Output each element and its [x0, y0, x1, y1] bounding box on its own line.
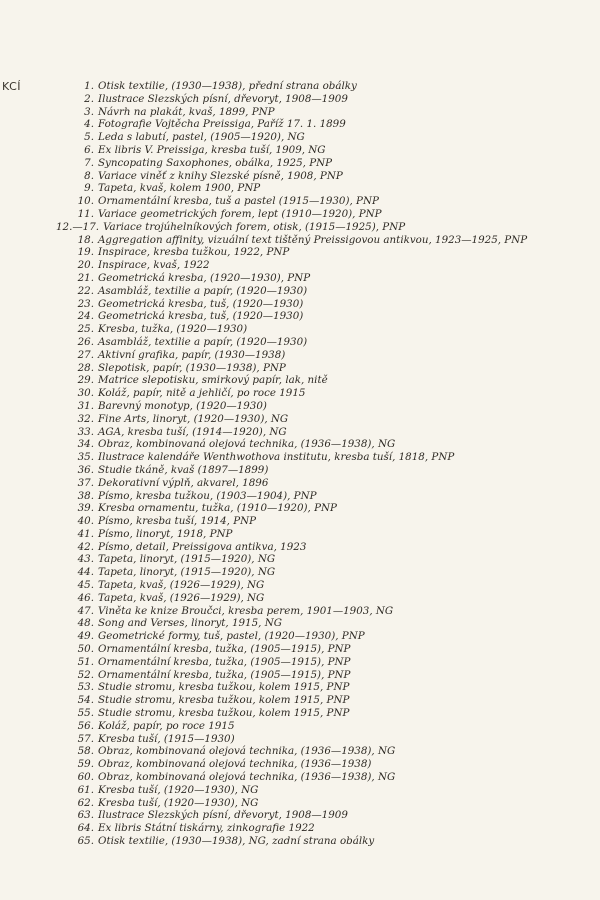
section-label: KCÍ	[2, 80, 22, 93]
item-caption: Geometrické formy, tuš, pastel, (1920—1930), PNP	[98, 630, 365, 643]
item-number: 5.	[84, 131, 94, 144]
item-caption: Tapeta, kvaš, (1926—1929), NG	[98, 579, 265, 592]
list-item	[72, 170, 600, 183]
item-caption: Inspirace, kvaš, 1922	[98, 259, 210, 272]
item-number: 51.	[77, 655, 94, 668]
item-caption: Studie stromu, kresba tužkou, kolem 1915, PNP	[98, 681, 350, 694]
list-item	[72, 809, 600, 822]
list-item	[72, 144, 600, 157]
list-item	[72, 157, 600, 170]
item-number: 23.	[77, 297, 94, 310]
item-number: 20.	[77, 259, 94, 272]
item-number: 61.	[77, 783, 94, 796]
item-caption: AGA, kresba tuší, (1914—1920), NG	[98, 425, 287, 438]
item-caption: Aggregation affinity, vizuální text tištěný Preissigovou antikvou, 1923—1925, PNP	[98, 233, 528, 246]
item-number: 25.	[77, 323, 94, 336]
list-item	[72, 694, 600, 707]
list-item	[72, 413, 600, 426]
item-number: 1.	[84, 80, 94, 92]
list-item	[72, 93, 600, 106]
list-item	[72, 822, 600, 835]
item-number: 21.	[77, 271, 94, 284]
item-number: 42.	[77, 540, 94, 553]
item-number: 38.	[77, 489, 94, 502]
list-item	[72, 733, 600, 746]
item-caption: Ilustrace kalendáře Wenthwothova institutu, kresba tuší, 1818, PNP	[98, 451, 455, 464]
item-number: 12.—17.	[56, 220, 100, 233]
item-caption: Slepotisk, papír, (1930—1938), PNP	[98, 361, 286, 374]
item-number: 41.	[77, 527, 94, 540]
item-caption: Ornamentální kresba, tužka, (1905—1915), PNP	[98, 643, 351, 656]
item-number: 30.	[77, 387, 94, 400]
list-item	[72, 605, 600, 618]
item-caption: Písmo, linoryt, 1918, PNP	[98, 527, 233, 540]
item-caption: Tapeta, kvaš, kolem 1900, PNP	[98, 182, 261, 195]
item-caption: Geometrická kresba, tuš, (1920—1930)	[98, 310, 304, 323]
item-number: 27.	[77, 348, 94, 361]
item-number: 39.	[77, 502, 94, 515]
item-caption: Asambláž, textilie a papír, (1920—1930)	[98, 284, 308, 297]
item-number: 54.	[77, 694, 94, 707]
item-number: 45.	[77, 579, 94, 592]
item-caption: Asambláž, textilie a papír, (1920—1930)	[98, 335, 308, 348]
item-caption: Variace geometrických forem, lept (1910—1920), PNP	[98, 207, 382, 220]
list-item	[72, 323, 600, 336]
list-item	[72, 374, 600, 387]
item-number: 22.	[77, 284, 94, 297]
item-number: 7.	[84, 156, 94, 169]
item-number: 34.	[77, 438, 94, 451]
list-item	[72, 298, 600, 311]
item-number: 59.	[77, 758, 94, 771]
item-number: 47.	[77, 604, 94, 617]
item-number: 11.	[77, 207, 94, 220]
item-number: 32.	[77, 412, 94, 425]
item-caption: Barevný monotyp, (1920—1930)	[98, 399, 267, 412]
item-caption: Ornamentální kresba, tuš a pastel (1915—1930), PNP	[98, 195, 379, 208]
list-item	[56, 220, 600, 234]
item-caption: Kresba tuší, (1920—1930), NG	[98, 783, 259, 796]
item-caption: Otisk textilie, (1930—1938), NG, zadní strana obálky	[98, 835, 375, 848]
item-number: 62.	[77, 796, 94, 809]
list-item	[72, 784, 600, 797]
item-caption: Leda s labutí, pastel, (1905—1920), NG	[98, 131, 305, 144]
item-number: 49.	[77, 630, 94, 643]
list-item	[72, 656, 600, 669]
item-number: 43.	[77, 553, 94, 566]
item-caption: Ex libris Státní tiskárny, zinkografie 1922	[98, 822, 315, 835]
item-number: 10.	[77, 195, 94, 208]
list-item	[72, 272, 600, 285]
list-item	[72, 387, 600, 400]
item-caption: Variace trojúhelníkových forem, otisk, (1915—1925), PNP	[103, 220, 406, 233]
list-item	[72, 553, 600, 566]
item-caption: Ornamentální kresba, tužka, (1905—1915), PNP	[98, 655, 351, 668]
item-caption: Návrh na plakát, kvaš, 1899, PNP	[98, 105, 275, 118]
list-item	[72, 490, 600, 503]
item-number: 44.	[77, 566, 94, 579]
list-item	[72, 528, 600, 541]
item-number: 33.	[77, 425, 94, 438]
item-caption: Kresba tuší, (1920—1930), NG	[98, 796, 259, 809]
list-item	[72, 464, 600, 477]
list-item	[72, 592, 600, 605]
list-item	[72, 771, 600, 784]
list-item	[72, 80, 600, 93]
item-caption: Dekorativní výplň, akvarel, 1896	[98, 476, 269, 489]
list-item	[72, 246, 600, 259]
item-caption: Studie tkáně, kvaš (1897—1899)	[98, 463, 269, 476]
list-item	[72, 400, 600, 413]
list-item	[72, 515, 600, 528]
list-item	[72, 541, 600, 554]
item-caption: Kresba tuší, (1915—1930)	[98, 732, 235, 745]
item-number: 56.	[77, 719, 94, 732]
item-caption: Kresba ornamentu, tužka, (1910—1920), PNP	[98, 502, 337, 515]
item-caption: Koláž, papír, po roce 1915	[98, 719, 235, 732]
item-caption: Tapeta, linoryt, (1915—1920), NG	[98, 553, 276, 566]
item-number: 18.	[77, 233, 94, 246]
item-number: 40.	[77, 515, 94, 528]
item-number: 36.	[77, 463, 94, 476]
item-number: 8.	[84, 169, 94, 182]
list-item	[72, 362, 600, 375]
list-item	[72, 643, 600, 656]
item-number: 63.	[77, 809, 94, 822]
list-item	[72, 797, 600, 810]
list-item	[72, 669, 600, 682]
item-number: 52.	[77, 668, 94, 681]
item-caption: Kresba, tužka, (1920—1930)	[98, 323, 248, 336]
list-item	[72, 745, 600, 758]
item-number: 48.	[77, 617, 94, 630]
list-item	[72, 707, 600, 720]
item-caption: Ilustrace Slezských písní, dřevoryt, 1908—1909	[98, 92, 348, 105]
list-item	[72, 451, 600, 464]
list-item	[72, 259, 600, 272]
list-item	[72, 310, 600, 323]
item-number: 64.	[77, 822, 94, 835]
item-number: 65.	[77, 835, 94, 848]
item-number: 28.	[77, 361, 94, 374]
item-caption: Obraz, kombinovaná olejová technika, (1936—1938)	[98, 758, 372, 771]
item-number: 35.	[77, 451, 94, 464]
item-caption: Fotografie Vojtěcha Preissiga, Paříž 17. 1. 1899	[98, 118, 346, 131]
item-caption: Fine Arts, linoryt, (1920—1930), NG	[98, 412, 289, 425]
list-item	[72, 131, 600, 144]
item-number: 3.	[84, 105, 94, 118]
item-caption: Studie stromu, kresba tužkou, kolem 1915, PNP	[98, 694, 350, 707]
item-number: 46.	[77, 591, 94, 604]
list-item	[72, 349, 600, 362]
item-caption: Syncopating Saxophones, obálka, 1925, PNP	[98, 156, 333, 169]
item-number: 19.	[77, 246, 94, 259]
list-item	[72, 285, 600, 298]
list-item	[72, 336, 600, 349]
item-caption: Obraz, kombinovaná olejová technika, (1936—1938), NG	[98, 771, 396, 784]
item-number: 58.	[77, 745, 94, 758]
item-caption: Ornamentální kresba, tužka, (1905—1915), PNP	[98, 668, 351, 681]
list-item	[72, 195, 600, 208]
item-caption: Viněta ke knize Broučci, kresba perem, 1901—1903, NG	[98, 604, 394, 617]
item-caption: Inspirace, kresba tužkou, 1922, PNP	[98, 246, 290, 259]
item-caption: Písmo, kresba tužkou, (1903—1904), PNP	[98, 489, 317, 502]
item-number: 29.	[77, 374, 94, 387]
list-item	[72, 617, 600, 630]
item-caption: Obraz, kombinovaná olejová technika, (1936—1938), NG	[98, 745, 396, 758]
item-number: 24.	[77, 310, 94, 323]
item-number: 26.	[77, 335, 94, 348]
item-caption: Ilustrace Slezských písní, dřevoryt, 1908—1909	[98, 809, 348, 822]
item-number: 53.	[77, 681, 94, 694]
item-caption: Studie stromu, kresba tužkou, kolem 1915, PNP	[98, 707, 350, 720]
item-caption: Geometrická kresba, (1920—1930), PNP	[98, 271, 311, 284]
list-item	[72, 835, 600, 848]
item-number: 55.	[77, 707, 94, 720]
item-caption: Ex libris V. Preissiga, kresba tuší, 1909, NG	[98, 143, 326, 156]
item-caption: Song and Verses, linoryt, 1915, NG	[98, 617, 282, 630]
item-caption: Geometrická kresba, tuš, (1920—1930)	[98, 297, 304, 310]
item-number: 2.	[84, 92, 94, 105]
list-item	[72, 118, 600, 131]
list-item	[72, 720, 600, 733]
item-number: 60.	[77, 771, 94, 784]
item-caption: Variace viněť z knihy Slezské písně, 1908, PNP	[98, 169, 343, 182]
item-caption: Písmo, kresba tuší, 1914, PNP	[98, 515, 257, 528]
list-item	[72, 681, 600, 694]
item-caption: Písmo, detail, Preissigova antikva, 1923	[98, 540, 307, 553]
list-item	[72, 234, 600, 247]
list-item	[72, 758, 600, 771]
item-caption: Tapeta, kvaš, (1926—1929), NG	[98, 591, 265, 604]
item-caption: Koláž, papír, nitě a jehličí, po roce 1915	[98, 387, 306, 400]
item-number: 6.	[84, 143, 94, 156]
item-caption: Matrice slepotisku, smirkový papír, lak, nitě	[98, 374, 328, 387]
item-caption: Otisk textilie, (1930—1938), přední strana obálky	[98, 80, 357, 92]
item-caption: Obraz, kombinovaná olejová technika, (1936—1938), NG	[98, 438, 396, 451]
item-number: 57.	[77, 732, 94, 745]
item-number: 50.	[77, 643, 94, 656]
list-item	[72, 502, 600, 515]
item-number: 9.	[84, 182, 94, 195]
item-number: 37.	[77, 476, 94, 489]
item-caption: Aktivní grafika, papír, (1930—1938)	[98, 348, 286, 361]
list-item	[72, 426, 600, 439]
list-item	[72, 630, 600, 643]
item-number: 4.	[84, 118, 94, 131]
list-item	[72, 477, 600, 490]
item-caption: Tapeta, linoryt, (1915—1920), NG	[98, 566, 276, 579]
list-item	[72, 182, 600, 195]
list-item	[72, 579, 600, 592]
illustration-list	[56, 80, 600, 848]
list-item	[72, 106, 600, 119]
item-number: 31.	[77, 399, 94, 412]
list-item	[72, 208, 600, 221]
list-item	[72, 438, 600, 451]
list-item	[72, 566, 600, 579]
